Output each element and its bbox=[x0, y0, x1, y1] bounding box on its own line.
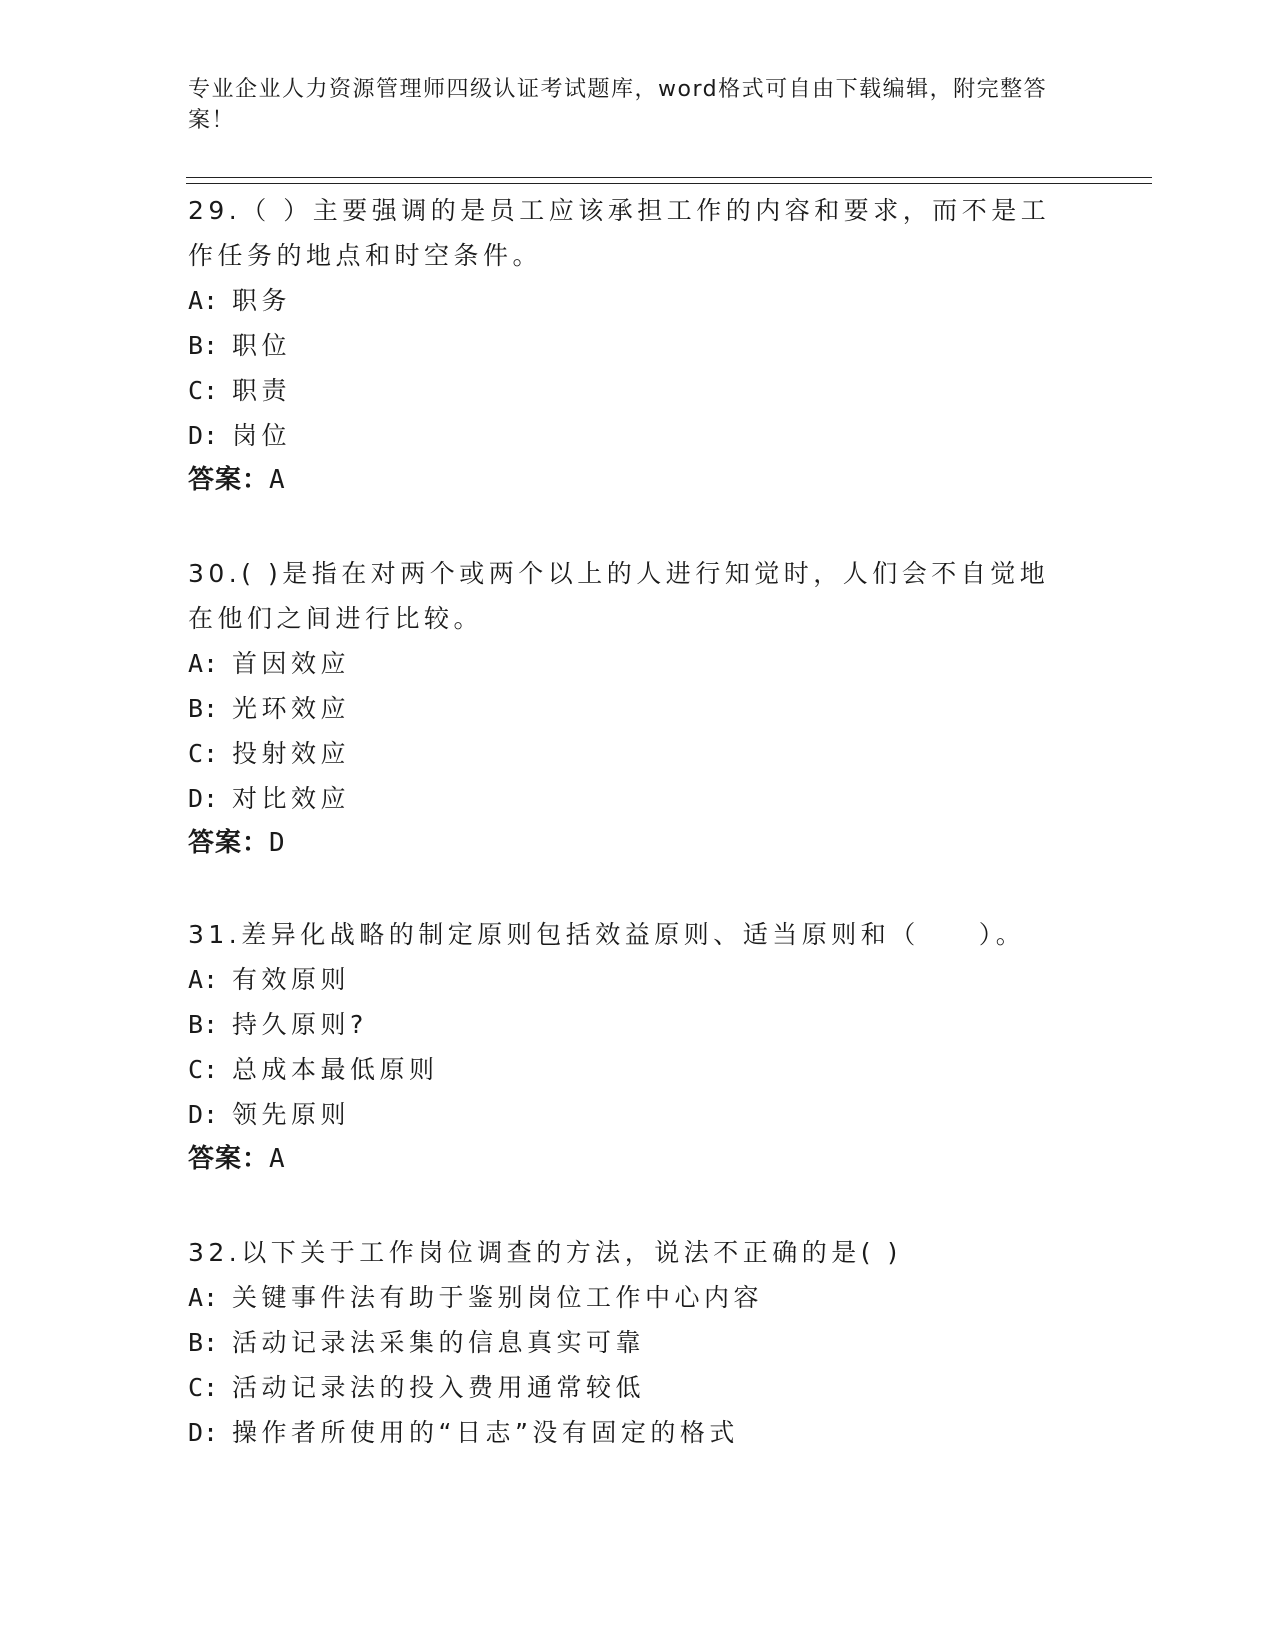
option-b bbox=[188, 1002, 1068, 1047]
answer-value: D bbox=[269, 828, 286, 858]
header-divider-top bbox=[186, 177, 1152, 178]
option-text: 操作者所使用的“日志”没有固定的格式 bbox=[232, 1418, 739, 1447]
question-text: 30.( )是指在对两个或两个以上的人进行知觉时，人们会不自觉地在他们之间进行比较。 bbox=[188, 559, 1050, 633]
option-b bbox=[188, 686, 1068, 731]
option-d bbox=[188, 776, 1068, 821]
option-letter: B: bbox=[188, 1328, 219, 1357]
question-29 bbox=[188, 188, 1068, 503]
option-letter: D: bbox=[188, 784, 219, 813]
option-text: 职责 bbox=[232, 376, 292, 405]
question-31 bbox=[188, 912, 1068, 1182]
option-text: 活动记录法的投入费用通常较低 bbox=[232, 1373, 646, 1402]
option-letter: C: bbox=[188, 739, 219, 768]
option-text: 持久原则? bbox=[232, 1010, 368, 1039]
option-text: 对比效应 bbox=[232, 784, 351, 813]
answer-line bbox=[188, 1137, 1068, 1182]
question-text: 31.差异化战略的制定原则包括效益原则、适当原则和（ ）。 bbox=[188, 920, 1026, 949]
option-c bbox=[188, 368, 1068, 413]
option-letter: D: bbox=[188, 421, 219, 450]
option-text: 职位 bbox=[232, 331, 292, 360]
answer-value: A bbox=[269, 1144, 286, 1174]
header-divider-bottom bbox=[186, 183, 1152, 184]
option-text: 领先原则 bbox=[232, 1100, 351, 1129]
answer-value: A bbox=[269, 465, 286, 495]
option-text: 活动记录法采集的信息真实可靠 bbox=[232, 1328, 646, 1357]
option-letter: A: bbox=[188, 965, 219, 994]
question-text: 32.以下关于工作岗位调查的方法，说法不正确的是( ) bbox=[188, 1238, 902, 1267]
option-letter: B: bbox=[188, 694, 219, 723]
option-a bbox=[188, 278, 1068, 323]
answer-label: 答案： bbox=[188, 465, 270, 495]
option-b bbox=[188, 323, 1068, 368]
option-c bbox=[188, 731, 1068, 776]
option-text: 关键事件法有助于鉴别岗位工作中心内容 bbox=[232, 1283, 764, 1312]
answer-label: 答案： bbox=[188, 828, 270, 858]
option-letter: C: bbox=[188, 1373, 219, 1402]
option-d bbox=[188, 413, 1068, 458]
option-text: 投射效应 bbox=[232, 739, 351, 768]
option-text: 岗位 bbox=[232, 421, 292, 450]
option-text: 职务 bbox=[232, 286, 292, 315]
question-30 bbox=[188, 551, 1068, 866]
option-letter: B: bbox=[188, 331, 219, 360]
option-c bbox=[188, 1047, 1068, 1092]
option-letter: D: bbox=[188, 1100, 219, 1129]
document-header: 专业企业人力资源管理师四级认证考试题库，word格式可自由下载编辑，附完整答案！ bbox=[188, 77, 1048, 133]
question-32 bbox=[188, 1230, 1068, 1455]
option-letter: C: bbox=[188, 1055, 219, 1084]
answer-line bbox=[188, 821, 1068, 866]
option-d bbox=[188, 1092, 1068, 1137]
option-a bbox=[188, 1275, 1068, 1320]
option-letter: B: bbox=[188, 1010, 219, 1039]
answer-label: 答案： bbox=[188, 1144, 270, 1174]
answer-line bbox=[188, 458, 1068, 503]
option-letter: A: bbox=[188, 1283, 219, 1312]
option-letter: A: bbox=[188, 649, 219, 678]
question-text: 29.（ ）主要强调的是员工应该承担工作的内容和要求，而不是工作任务的地点和时空条件。 bbox=[188, 196, 1051, 270]
option-d bbox=[188, 1410, 1068, 1455]
option-a bbox=[188, 641, 1068, 686]
option-letter: C: bbox=[188, 376, 219, 405]
option-letter: D: bbox=[188, 1418, 219, 1447]
option-c bbox=[188, 1365, 1068, 1410]
option-letter: A: bbox=[188, 286, 219, 315]
option-a bbox=[188, 957, 1068, 1002]
option-text: 首因效应 bbox=[232, 649, 351, 678]
option-text: 光环效应 bbox=[232, 694, 351, 723]
option-text: 总成本最低原则 bbox=[232, 1055, 439, 1084]
option-text: 有效原则 bbox=[232, 965, 351, 994]
option-b bbox=[188, 1320, 1068, 1365]
